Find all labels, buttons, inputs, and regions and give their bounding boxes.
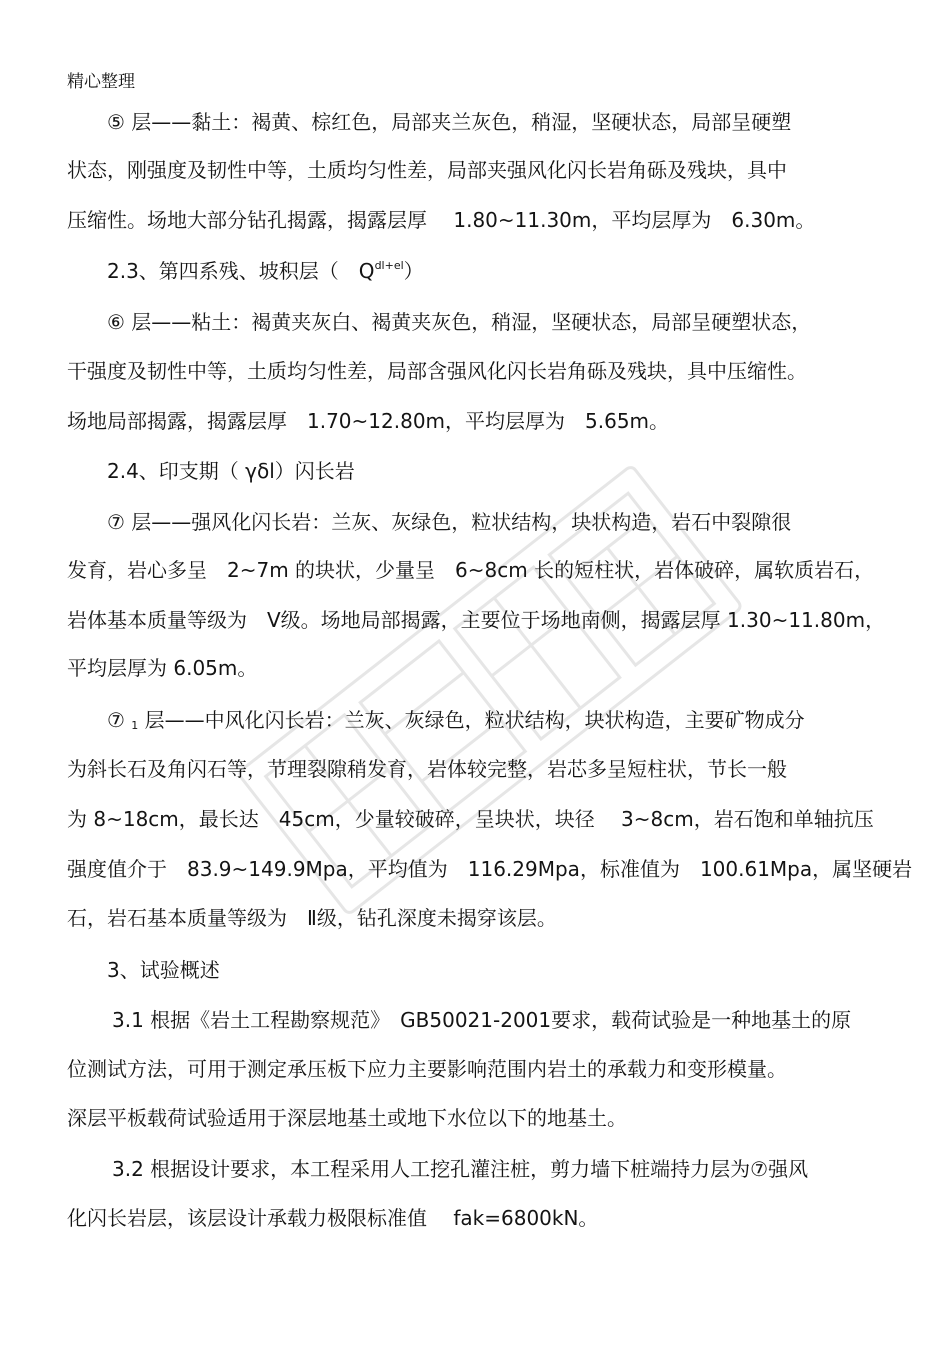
layer7-line-4: 平均层厚为 6.05m。 — [67, 656, 258, 680]
section-2-3-heading — [107, 258, 424, 284]
section-2-3-text: 2.3、第四系残、坡积层（ Q — [107, 259, 375, 283]
section-2-3-superscript: dl+el — [374, 259, 404, 272]
layer7-1-line-5: 石，岩石基本质量等级为 Ⅱ级，钻孔深度未揭穿该层。 — [67, 906, 557, 930]
layer7-1-subscript: 1 — [131, 719, 139, 732]
para-3-2-line-1: 3.2 根据设计要求，本工程采用人工挖孔灌注桩，剪力墙下桩端持力层为⑦强风 — [112, 1157, 809, 1181]
para-3-1-line-3: 深层平板载荷试验适用于深层地基土或地下水位以下的地基土。 — [67, 1106, 627, 1130]
layer7-1-line-2: 为斜长石及角闪石等，节理裂隙稍发育，岩体较完整，岩芯多呈短柱状，节长一般 — [67, 757, 787, 781]
para-3-1-line-1: 3.1 根据《岩土工程勘察规范》 GB50021-2001要求，载荷试验是一种地基土的原 — [112, 1008, 852, 1032]
page-header: 精心整理 — [67, 72, 135, 92]
layer6-line-2: 干强度及韧性中等，土质均匀性差，局部含强风化闪长岩角砾及残块，具中压缩性。 — [67, 359, 807, 383]
layer7-1-line-3: 为 8~18cm，最长达 45cm，少量较破碎，呈块状，块径 3~8cm，岩石饱和单轴抗压 — [67, 807, 874, 831]
layer7-line-2: 发育，岩心多呈 2~7m 的块状，少量呈 6~8cm 长的短柱状，岩体破碎，属软质岩石， — [67, 558, 875, 582]
section-2-4-heading: 2.4、印支期（ γδl）闪长岩 — [107, 459, 355, 483]
layer7-1-prefix: ⑦ — [107, 708, 132, 732]
layer5-line-1: ⑤ 层——黏土：褐黄、棕红色，局部夹兰灰色，稍湿，坚硬状态，局部呈硬塑 — [107, 110, 792, 134]
layer7-1-line-1 — [107, 707, 805, 733]
layer5-line-3: 压缩性。场地大部分钻孔揭露，揭露层厚 1.80~11.30m，平均层厚为 6.30m。 — [67, 208, 816, 232]
layer5-line-2: 状态，刚强度及韧性中等，土质均匀性差，局部夹强风化闪长岩角砾及残块，具中 — [67, 158, 787, 182]
para-3-2-line-2: 化闪长岩层，该层设计承载力极限标准值 fak=6800kN。 — [67, 1206, 599, 1230]
layer7-1-line-4: 强度值介于 83.9~149.9Mpa，平均值为 116.29Mpa，标准值为 100.61Mpa，属坚硬岩 — [67, 857, 913, 881]
layer7-line-3: 岩体基本质量等级为 Ⅴ级。场地局部揭露，主要位于场地南侧，揭露层厚 1.30~11.80m， — [67, 608, 886, 632]
section-2-3-close: ） — [403, 259, 424, 283]
layer6-line-1: ⑥ 层——粘土：褐黄夹灰白、褐黄夹灰色，稍湿，坚硬状态，局部呈硬塑状态， — [107, 310, 812, 334]
layer7-1-line-1-rest: 层——中风化闪长岩：兰灰、灰绿色，粒状结构，块状构造，主要矿物成分 — [138, 708, 805, 732]
section-3-heading: 3、试验概述 — [107, 958, 220, 982]
layer7-line-1: ⑦ 层——强风化闪长岩：兰灰、灰绿色，粒状结构，块状构造，岩石中裂隙很 — [107, 510, 792, 534]
para-3-1-line-2: 位测试方法，可用于测定承压板下应力主要影响范围内岩土的承载力和变形模量。 — [67, 1057, 787, 1081]
layer6-line-3: 场地局部揭露，揭露层厚 1.70~12.80m，平均层厚为 5.65m。 — [67, 409, 670, 433]
